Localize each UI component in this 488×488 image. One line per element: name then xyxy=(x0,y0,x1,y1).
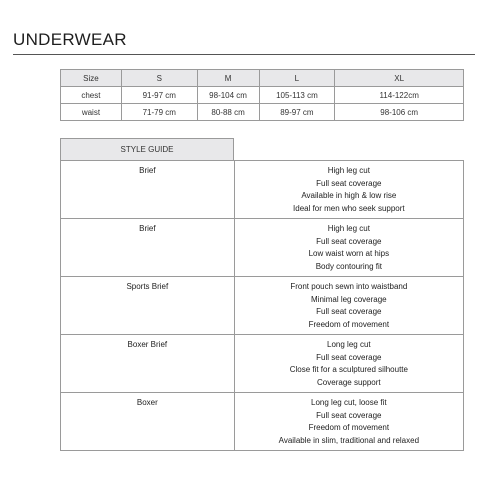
feature-line: Body contouring fit xyxy=(315,261,382,271)
feature-line: Full seat coverage xyxy=(316,236,382,246)
feature-line: Long leg cut, loose fit xyxy=(311,398,387,407)
style-name: Brief xyxy=(139,224,156,233)
feature-line: Available in slim, traditional and relaxed xyxy=(278,435,420,445)
title-divider xyxy=(13,54,475,55)
style-name: Boxer xyxy=(136,398,158,407)
size-chart-table xyxy=(60,69,464,121)
style-guide-table xyxy=(60,160,464,451)
size-cell: 91-97 cm xyxy=(121,87,197,104)
size-cell: chest xyxy=(61,87,122,104)
style-row xyxy=(61,335,464,393)
size-cell: 98-106 cm xyxy=(335,104,464,121)
feature-line: High leg cut xyxy=(327,224,370,233)
feature-line: Full seat coverage xyxy=(316,410,382,420)
page-title: UNDERWEAR xyxy=(13,30,127,49)
style-row xyxy=(61,161,464,219)
size-cell: 80-88 cm xyxy=(197,104,259,121)
style-guide-heading: STYLE GUIDE xyxy=(60,138,234,160)
feature-line: Full seat coverage xyxy=(316,178,382,188)
size-header-cell: M xyxy=(197,70,259,87)
size-cell: 71-79 cm xyxy=(121,104,197,121)
style-features xyxy=(234,393,463,451)
style-row xyxy=(61,219,464,277)
feature-line: Front pouch sewn into waistband xyxy=(290,282,408,291)
size-chart-row-chest xyxy=(61,87,464,104)
size-cell: 89-97 cm xyxy=(259,104,335,121)
style-features xyxy=(234,219,463,277)
style-features xyxy=(234,161,463,219)
size-header-cell: XL xyxy=(335,70,464,87)
size-header-cell: S xyxy=(121,70,197,87)
feature-line: Minimal leg coverage xyxy=(311,294,387,304)
size-chart-row-waist xyxy=(61,104,464,121)
feature-line: Freedom of movement xyxy=(308,423,390,432)
style-row xyxy=(61,393,464,451)
style-features xyxy=(234,335,463,393)
feature-line: Ideal for men who seek support xyxy=(293,203,405,213)
size-cell: waist xyxy=(61,104,122,121)
style-name: Sports Brief xyxy=(126,282,169,291)
feature-line: Freedom of movement xyxy=(308,319,390,329)
feature-line: Close fit for a sculptured silhoutte xyxy=(289,365,408,374)
feature-line: High leg cut xyxy=(327,166,370,175)
size-chart-header-row xyxy=(61,70,464,87)
feature-line: Full seat coverage xyxy=(316,307,382,316)
style-name: Boxer Brief xyxy=(127,340,168,349)
style-features xyxy=(234,277,463,335)
style-row xyxy=(61,277,464,335)
feature-line: Low waist worn at hips xyxy=(308,249,390,258)
style-name: Brief xyxy=(139,166,156,175)
size-cell: 105-113 cm xyxy=(259,87,335,104)
feature-line: Long leg cut xyxy=(327,340,371,349)
feature-line: Coverage support xyxy=(317,377,381,387)
size-cell: 98-104 cm xyxy=(197,87,259,104)
feature-line: Full seat coverage xyxy=(316,352,382,362)
size-header-cell: L xyxy=(259,70,335,87)
feature-line: Available in high & low rise xyxy=(301,191,397,200)
size-header-cell: Size xyxy=(61,70,122,87)
size-cell: 114-122cm xyxy=(335,87,464,104)
